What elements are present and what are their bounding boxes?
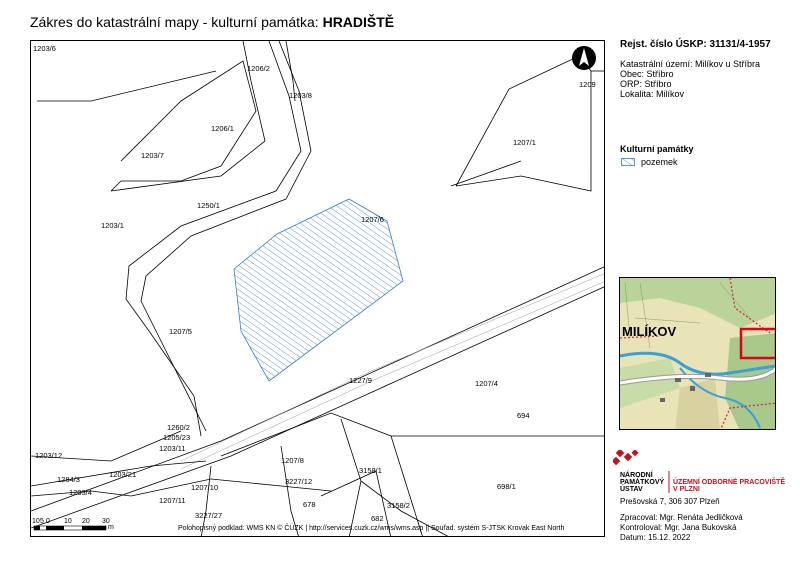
npu-logo	[613, 450, 793, 501]
npu-logo-icon	[613, 450, 639, 465]
scale-tick-label: 0	[46, 518, 50, 525]
parcel-label: 678	[303, 500, 316, 509]
parcel-label: 1207/10	[191, 483, 219, 492]
npu-address: Prešovská 7, 306 307 Plzeň	[620, 497, 720, 506]
parcel-label: 3158/1	[359, 466, 382, 475]
parcel-label: 1284/3	[57, 475, 80, 484]
locality: Lokalita: Milíkov	[620, 89, 685, 99]
parcel-label: 1206/2	[247, 64, 270, 73]
parcel-label: 1203/21	[109, 470, 137, 479]
parcel-label: 1203/7	[141, 151, 164, 160]
parcel-label: 1203/11	[159, 444, 186, 453]
parcel-label: 1205/23	[163, 433, 191, 442]
processing-info	[620, 513, 743, 543]
cadastral-map[interactable]	[30, 40, 605, 537]
hatch-swatch-icon	[621, 158, 635, 166]
parcel-label: 3158/2	[387, 501, 410, 510]
municipality: Obec: Stříbro	[620, 69, 674, 79]
parcel-label: 1207/11	[159, 496, 186, 505]
npu-name-1: NÁRODNÍ	[620, 472, 653, 479]
north-arrow-icon	[571, 45, 597, 76]
legend-item	[621, 157, 678, 167]
scale-tick-label: 5	[40, 518, 44, 525]
parcel-label: 1207/5	[169, 327, 192, 336]
info-panel	[620, 40, 795, 99]
map-credit: Polohopisný podklad: WMS KN © ČÚZK | http://services.cuzk.cz/wms/wms.asp || Souřad. systém S-JTSK Krovak East North	[178, 525, 565, 532]
npu-office-1: ÚZEMNÍ ODBORNÉ PRACOVIŠTĚ	[673, 479, 786, 486]
scale-tick-label: 10	[32, 518, 40, 525]
scale-unit: m	[108, 524, 114, 531]
registry-number: Rejst. číslo ÚSKP: 31131/4-1957	[620, 39, 771, 50]
parcel-label: 1206/1	[211, 124, 234, 133]
npu-name-3: ÚSTAV	[620, 486, 643, 493]
parcel-label: 1207/4	[475, 379, 498, 388]
monument-name: HRADIŠTĚ	[322, 14, 395, 30]
processed-by: Zpracoval: Mgr. Renáta Jedličková	[620, 513, 743, 522]
parcel-label: 1203/6	[33, 44, 56, 53]
parcel-label: 1207/1	[513, 138, 536, 147]
parcel-label: 1203/1	[101, 221, 124, 230]
scale-tick-label: 20	[82, 518, 90, 525]
inset-place-label: MILÍKOV	[622, 324, 677, 339]
parcel-label: 698/1	[497, 482, 516, 491]
parcel-label: 1250/1	[197, 201, 220, 210]
parcel-label: 1203/4	[69, 488, 92, 497]
parcel-label: 1207/6	[361, 215, 384, 224]
npu-office-2: V PLZNI	[673, 486, 700, 493]
parcel-label: 1203/8	[289, 91, 312, 100]
cadastral-area: Katastrální území: Milíkov u Stříbra	[620, 59, 761, 69]
parcel-label: 1203/12	[35, 451, 63, 460]
npu-name-2: PAMÁTKOVÝ	[620, 479, 665, 486]
map-title	[30, 14, 394, 30]
scale-tick-label: 10	[64, 518, 72, 525]
checked-by: Kontroloval: Mgr. Jana Bukovská	[620, 523, 737, 532]
scale-tick-label: 30	[102, 518, 110, 525]
legend-title: Kulturní památky	[620, 144, 694, 154]
parcel-label: 1260/2	[167, 423, 190, 432]
title-prefix: Zákres do katastrální mapy - kulturní památka:	[30, 14, 323, 30]
parcel-label: 3227/12	[285, 477, 313, 486]
scale-bar	[32, 514, 182, 536]
parcel-label: 694	[517, 411, 530, 420]
parcel-label: 1227/9	[349, 376, 372, 385]
legend-item-label: pozemek	[641, 157, 678, 167]
parcel-label: 1209	[579, 80, 596, 89]
orp: ORP: Stříbro	[620, 79, 672, 89]
parcel-label: 1207/8	[281, 456, 304, 465]
parcel-label: 682	[371, 514, 384, 523]
parcel-label: 3227/27	[195, 511, 223, 520]
overview-inset-map	[619, 277, 776, 430]
date: Datum: 15.12. 2022	[620, 533, 691, 542]
